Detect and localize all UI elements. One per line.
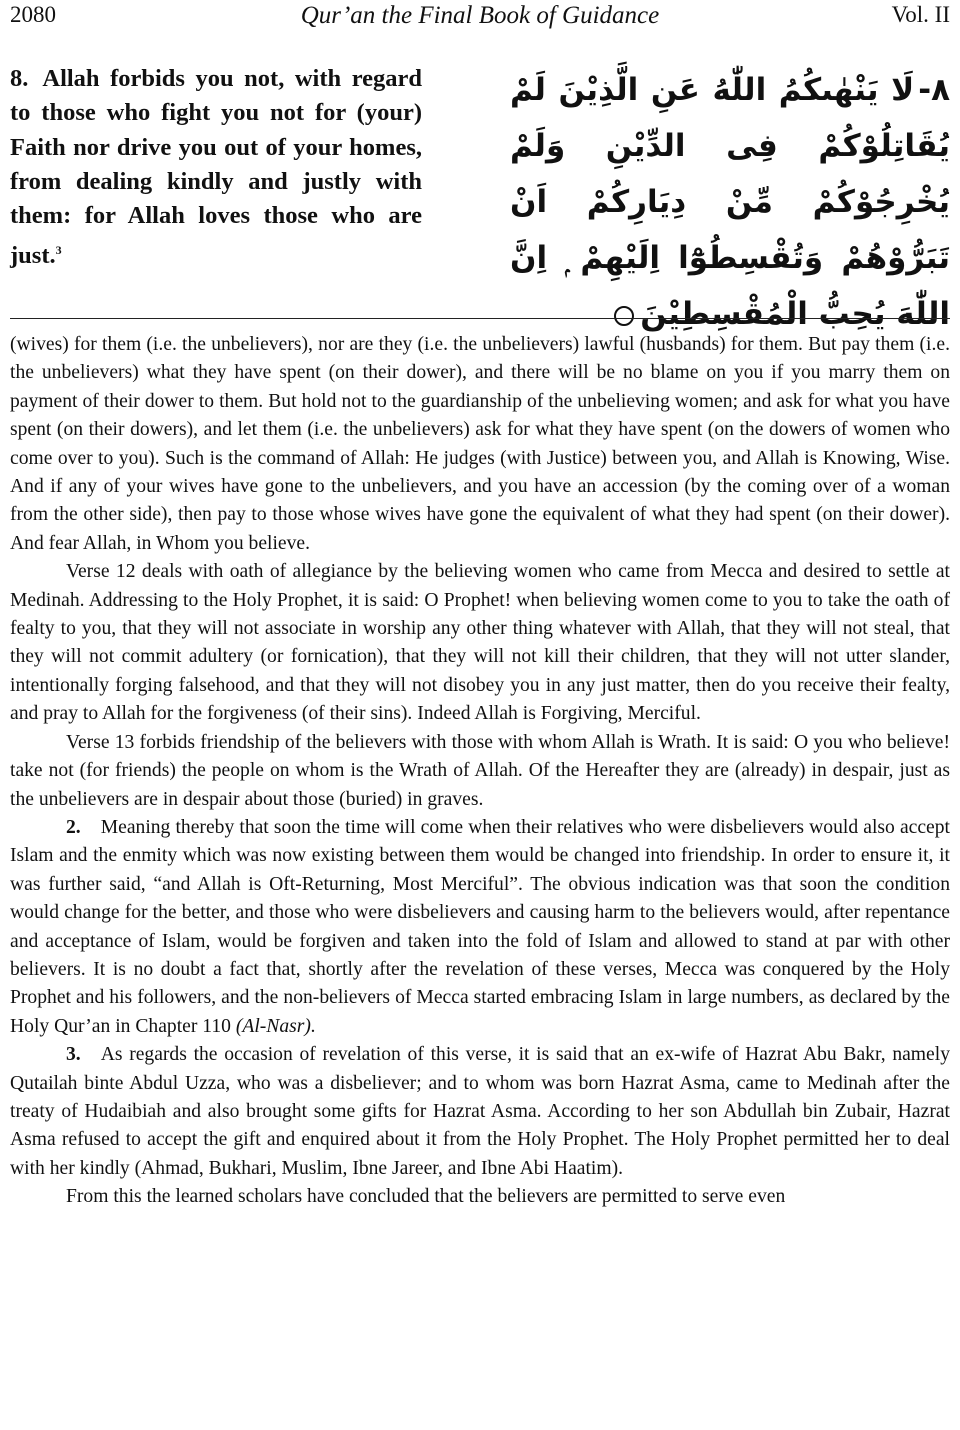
verse-end-circle-icon — [614, 306, 634, 326]
section-divider — [10, 318, 950, 319]
commentary-body — [10, 331, 950, 1212]
footnote-3 — [10, 1041, 950, 1183]
arabic-verse-text: لَا يَنْهٰىكُمُ اللّٰهُ عَنِ الَّذِيْنَ لَمْ يُقَاتِلُوْكُمْ فِى الدِّيْنِ وَلَمْ يُخْرِجُوْكُمْ مِّنْ دِيَارِكُمْ اَنْ تَبَرُّوْهُمْ وَتُقْسِطُوْٓا اِلَيْهِمْ ۭ اِنَّ اللّٰهَ يُحِبُّ الْمُقْسِطِيْنَ — [510, 72, 950, 332]
verse-english-text: Allah forbids you not, with regard to those who fight you not for (your) Faith nor drive you out of your homes, from dealing kindly and justly with them: for Allah loves those who are just. — [10, 65, 422, 270]
footnote-ref: 3 — [55, 243, 62, 258]
footnote-2-text: Meaning thereby that soon the time will come when their relatives who were disbelievers would also accept Islam and the enmity which was now existing between them would be changed into friendship. In order to ensure it, it was further said, “and Allah is Oft-Returning, Most Merciful”. The obvious indication was that soon the condition would change for the better, and those who were disbelievers and causing harm to the believers would, after repentance and acceptance of Islam, would be forgiven and taken into the fold of Islam and allowed to stand at par with other believers. It is no doubt a fact that, shortly after the revelation of these verses, Mecca was conquered by the Holy Prophet and his followers, and the non-believers of Mecca started embracing Islam in large numbers, as declared by the Holy Qur’an in Chapter 110 — [10, 816, 950, 1037]
verse-number: 8. — [10, 65, 29, 92]
volume-label: Vol. II — [891, 2, 950, 27]
footnote-3-number: 3. — [66, 1044, 81, 1066]
footnote-3-text: As regards the occasion of revelation of this verse, it is said that an ex-wife of Hazrat Abu Bakr, namely Qutailah binte Abdul Uzza, who was a disbeliever; and to whom was born Hazrat Asma, came to Medinah after the treaty of Hudaibiah and also brought some gifts for Hazrat Asma. According to her son Abdullah bin Zubair, Hazrat Asma refused to accept the gift and enquired about it from the Holy Prophet. The Holy Prophet permitted her to deal with her kindly (Ahmad, Bukhari, Muslim, Ibne Jareer, and Ibne Abi Haatim). — [10, 1044, 950, 1179]
page-header — [10, 2, 950, 32]
paragraph-continued: (wives) for them (i.e. the unbelievers), nor are they (i.e. the unbelievers) lawful (husbands) for them. But pay them (i.e. the unbelievers) what they have spent (on their dower), and there will be no blame on you if you marry them on payment of their dower to them. But hold not to the guardianship of the unbelieving women; and ask for what you have spent (on their dowers), and let them (i.e. the unbelievers) ask for what they have spent (on the dowers of women who come over to you). Such is the command of Allah: He judges (with Justice) between you, and Allah is Knowing, Wise. And if any of your wives have gone to the unbelievers, and you have an accession (by the coming over of a woman from the other side), then pay to those whose wives have gone the equivalent of what they had spent (on their dower). And fear Allah, in Whom you believe. — [10, 334, 950, 554]
paragraph-verse-13: Verse 13 forbids friendship of the believers with those with whom Allah is Wrath. It is said: O you who believe! take not (for friends) the people on whom is the Wrath of Allah. Of the Hereafter they are (already) in despair, just as the unbelievers are in despair about those (buried) in graves. — [10, 731, 950, 810]
verse-block — [10, 62, 950, 332]
arabic-verse-number: ٨- — [918, 72, 950, 108]
footnote-2 — [10, 814, 950, 1041]
footnote-2-number: 2. — [66, 816, 81, 838]
verse-arabic — [510, 62, 950, 342]
paragraph-conclusion: From this the learned scholars have concluded that the believers are permitted to serve even — [66, 1186, 786, 1208]
verse-english — [10, 62, 422, 274]
paragraph-verse-12: Verse 12 deals with oath of allegiance by the believing women who came from Mecca and desired to settle at Medinah. Addressing to the Holy Prophet, it is said: O Prophet! when believing women come to you to take the oath of fealty to you, that they will not associate in worship any other thing whatever with Allah, that they will not steal, that they will not commit adultery (or fornication), that they will not kill their children, that they will not utter slander, intentionally forging falsehood, and that they will not disobey you in any just matter, then do you receive their fealty, and pray to Allah for the forgiveness (of their sins). Indeed Allah is Forgiving, Merciful. — [10, 561, 950, 725]
book-title: Qur’an the Final Book of Guidance — [300, 2, 660, 29]
page-number: 2080 — [10, 2, 56, 27]
footnote-2-surah-ref: (Al-Nasr). — [235, 1015, 316, 1037]
